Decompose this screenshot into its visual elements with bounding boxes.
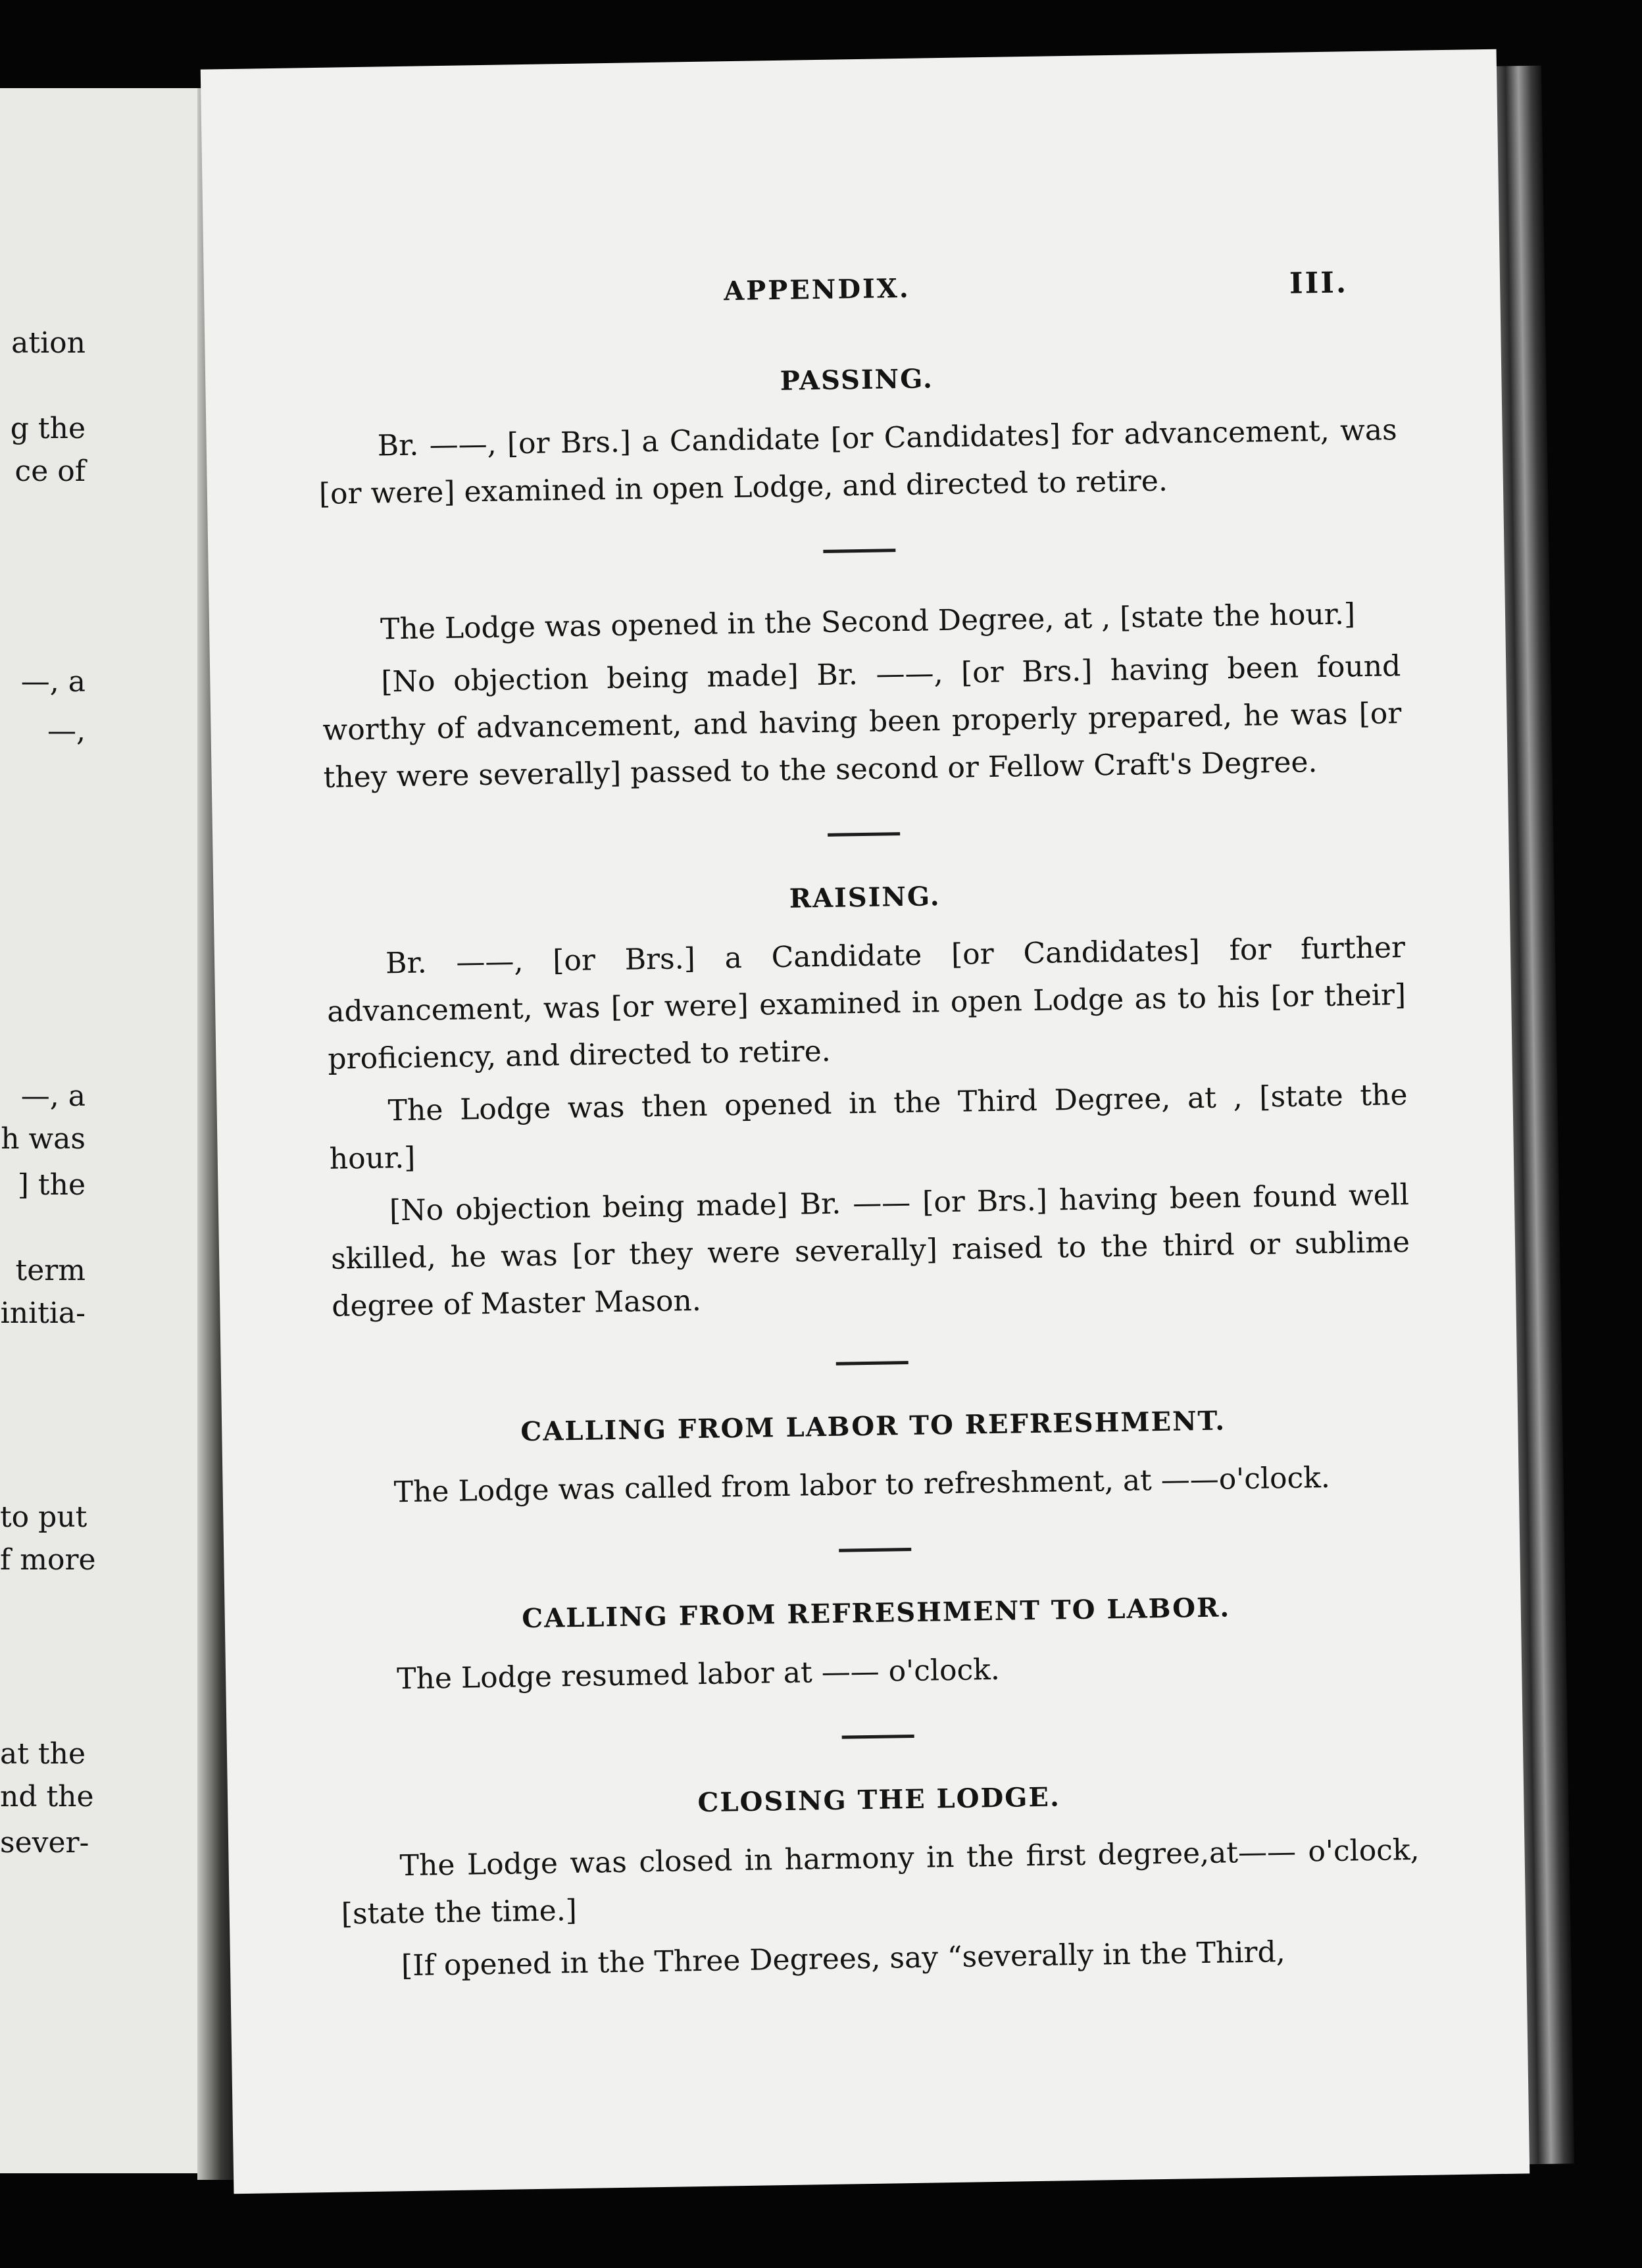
left-page-line: —, a <box>20 1079 86 1113</box>
left-page-line: h was <box>1 1122 86 1156</box>
section-heading: CLOSING THE LODGE. <box>697 1781 1061 1819</box>
left-page-line: initia- <box>0 1296 86 1330</box>
paragraph: The Lodge was opened in the Second Degree, at , [state the hour.] <box>380 597 1356 647</box>
left-page-line: —, a <box>20 665 86 699</box>
section-heading: RAISING. <box>789 881 941 914</box>
left-page-line: ] the <box>17 1168 86 1202</box>
section-divider <box>836 1361 908 1366</box>
paragraph: [No objection being made] Br. —— [or Brs.] having been found well skilled, he was [or they were severally] raised to the third or sublime degree of Master Mason. <box>330 1178 1410 1323</box>
page-content <box>316 333 1421 1996</box>
left-page-line: at the <box>0 1737 86 1771</box>
paragraph: [No objection being made] Br. ——, [or Brs.] having been found worthy of advancement, and having been properly prepared, he was [or they were severally] passed to the second or Fellow Craft's Degree. <box>322 649 1402 795</box>
section-divider <box>823 549 895 553</box>
left-page-line: term <box>15 1254 86 1287</box>
section-divider <box>839 1548 911 1552</box>
right-page <box>201 49 1530 2194</box>
left-page-line: g the <box>10 412 86 445</box>
section-divider <box>842 1735 914 1739</box>
page-number: III. <box>1289 266 1349 301</box>
paragraph: The Lodge was called from labor to refreshment, at ——o'clock. <box>393 1460 1331 1510</box>
left-page-line: to put <box>0 1500 87 1534</box>
section-heading: CALLING FROM REFRESHMENT TO LABOR. <box>521 1592 1231 1635</box>
paragraph: The Lodge resumed labor at —— o'clock. <box>396 1652 1001 1696</box>
paragraph: [If opened in the Three Degrees, say “severally in the Third, <box>401 1935 1286 1983</box>
running-head-title: APPENDIX. <box>723 272 911 307</box>
section-heading: CALLING FROM LABOR TO REFRESHMENT. <box>520 1405 1226 1448</box>
left-page-line: ation <box>11 326 86 360</box>
left-page-line: —, <box>47 714 86 748</box>
paragraph: Br. ——, [or Brs.] a Candidate [or Candidates] for further advancement, was [or were] examined in open Lodge as to his [or their] proficiency, and directed to retire. <box>326 931 1406 1076</box>
left-page-line: ce of <box>14 455 86 488</box>
paragraph: The Lodge was then opened in the Third Degree, at , [state the hour.] <box>329 1078 1408 1176</box>
paragraph: The Lodge was closed in harmony in the first degree,at—— o'clock, [state the time.] <box>341 1833 1420 1931</box>
left-page-line: f more <box>0 1543 96 1577</box>
section-heading: PASSING. <box>780 363 934 397</box>
left-page-line: nd the <box>0 1780 94 1813</box>
section-divider <box>828 832 900 837</box>
left-page-line: sever- <box>0 1826 89 1860</box>
paragraph: Br. ——, [or Brs.] a Candidate [or Candidates] for advancement, was [or were] examined in open Lodge, and directed to retire. <box>318 413 1397 511</box>
